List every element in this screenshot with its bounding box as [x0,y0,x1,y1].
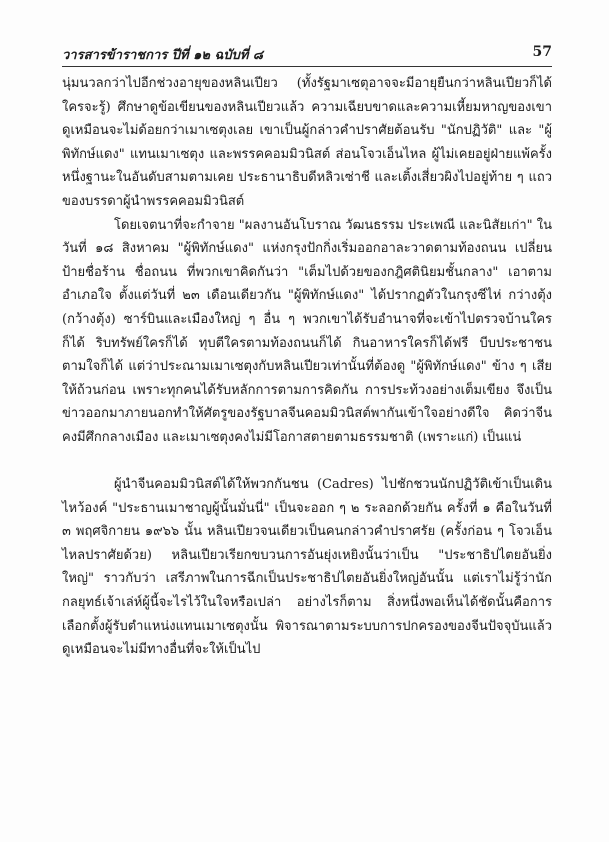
body-text [62,72,552,662]
page-number: 57 [532,44,552,60]
paragraph-1: นุ่มนวลกว่าไปอีกช่วงอายุของหลินเปียว (ทั้งรัฐมาเซตุอาจจะมีอายุยืนกว่าหลินเปียวก็ได้ ใครจะรู้) ศึกษาดูข้อเขียนของหลินเปียวแล้ว ความเฉียบขาดและความเหี้ยมหาญของเขา ดูเหมือนจะไม่ด้อยกว่าเมาเซตุงเลย เขาเป็นผู้กล่าวคำปราศัยต้อนรับ "นักปฏิวัติ" และ "ผู้พิทักษ์แดง" แทนเมาเซตุง และพรรคคอมมิวนิสต์ ส่อนโจวเอ็นไหล ผู้ไม่เคยอยู่ฝ่ายแพ้ครั้งหนึ่งฐานะในอันดับสามตามเคย ประธานาธิบดีหลิวเซ่าชี และเติ้งเสี่ยวผิงไปอยู่ท้าย ๆ แถวของบรรดาผู้นำพรรคคอมมิวนิสต์ [62,76,552,209]
paragraph-2: โดยเจตนาที่จะกำจาย "ผลงานอันโบราณ วัฒนธรรม ประเพณี และนิสัยเก่า" ในวันที่ ๑๘ สิงหาคม "ผู้พิทักษ์แดง" แห่งกรุงปักกิ่งเริ่มออกอาละวาดตามท้องถนน เปลี่ยนป้ายชื่อร้าน ชื่อถนน ที่พวกเขาคิดกันว่า "เต็มไปด้วยของกฎิศตินิยมชั้นกลาง" เอาตามอำเภอใจ ตั้งแต่วันที่ ๒๓ เดือนเดียวกัน "ผู้พิทักษ์แดง" ได้ปรากฏตัวในกรุงซีไห่ กว่างตุ้ง (กว้างตุ้ง) ซาร์บินและเมืองใหญ่ ๆ อื่น ๆ พวกเขาได้รับอำนาจที่จะเข้าไปตรวจบ้านใครก็ได้ ริบทรัพย์ใครก็ได้ ทุบตีใครตามท้องถนนก็ได้ กินอาหารใครก็ได้ฟรี บีบประชาชนตามใจก็ได้ แต่ว่าประณามเมาเซตุงกับหลินเปียวเท่านั้นที่ต้องดู "ผู้พิทักษ์แดง" ข้าง ๆ เสียให้ถ้วนก่อน เพราะทุกคนได้รับหลักการตามการคิดกัน การประท้วงอย่างเต็มเขียง จึงเป็นข่าวออกมาภายนอกทำให้ศัตรูของรัฐบาลจีนคอมมิวนิสต์พากันเข้าใจอย่างดีใจ คิดว่าจีนคงมีศึกกลางเมือง และเมาเซตุงคงไม่มีโอกาสตายตามธรรมชาติ (เพราะแก่) เป็นแน่ [62,217,552,445]
paragraph-3: ผู้นำจีนคอมมิวนิสต์ได้ให้พวกกันชน (Cadres) ไปชักชวนนักปฏิวัติเข้าเป็นเดินไหว้องค์ "ประธานเมาชาญผู้นั้นมั่นนี่" เป็นจะออก ๆ ๒ ระลอกด้วยกัน ครั้งที่ ๑ คือในวันที่ ๓ พฤศจิกายน ๑๙๖๖ นั้น หลินเปียวจนเดียวเป็นคนกล่าวคำปราศรัย (ครั้งก่อน ๆ โจวเอ็นไหลปราศัยด้วย) หลินเปียวเรียกขบวนการอันยุ่งเหยิงนั้นว่าเป็น "ประชาธิปไตยอันยิ่งใหญ่" ราวกับว่า เสรีภาพในการฉีกเป็นประชาธิปไตยอันยิ่งใหญ่อันนั้น แต่เราไม่รู้ว่านักกลยุทธ์เจ้าเล่ห์ผู้นี้จะไรไว้ในใจหรือเปล่า อย่างไรก็ตาม สิ่งหนึ่งพอเห็นได้ชัดนั้นคือการเลือกตั้งผู้รับตำแหน่งแทนเมาเซตุงนั้น พิจารณาตามระบบการปกครองของจีนปัจจุบันแล้ว ดูเหมือนจะไม่มีทางอื่นที่จะให้เป็นไป [62,477,552,658]
running-header [62,44,552,67]
journal-title: วารสารข้าราชการ ปีที่ ๑๒ ฉบับที่ ๘ [62,48,263,63]
